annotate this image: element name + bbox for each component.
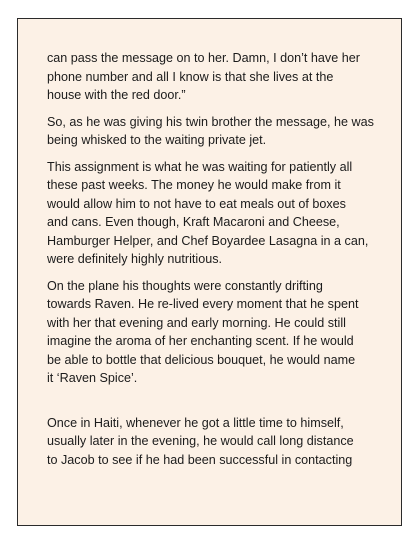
- text-line: being whisked to the waiting private jet.: [47, 133, 267, 147]
- text-line: On the plane his thoughts were constantly drifting: [47, 278, 323, 293]
- text-line: This assignment is what he was waiting for patiently all: [47, 159, 353, 174]
- text-line: Once in Haiti, whenever he got a little time to himself,: [47, 415, 344, 430]
- text-line: these past weeks. The money he would make from it: [47, 178, 341, 192]
- paragraph-3: [47, 158, 382, 269]
- text-line: So, as he was giving his twin brother the message, he was: [47, 114, 374, 129]
- text-line: and cans. Even though, Kraft Macaroni and Cheese,: [47, 215, 340, 229]
- text-line: were definitely highly nutritious.: [47, 252, 223, 266]
- text-line: phone number and all I know is that she lives at the: [47, 69, 334, 84]
- text-line: Hamburger Helper, and Chef Boyardee Lasagna in a can,: [47, 233, 369, 248]
- text-line: usually later in the evening, he would call long distance: [47, 434, 354, 448]
- text-line: be able to bottle that delicious bouquet, he would name: [47, 352, 356, 367]
- text-line: it ‘Raven Spice’.: [47, 371, 138, 385]
- text-line: would allow him to not have to eat meals out of boxes: [47, 196, 346, 211]
- paragraph-5: [47, 414, 382, 470]
- text-line: imagine the aroma of her enchanting scent. If he would: [47, 334, 354, 348]
- paragraph-1: [47, 49, 382, 105]
- paragraph-4: [47, 277, 382, 388]
- document-body: [47, 49, 382, 477]
- text-line: to Jacob to see if he had been successful in contacting: [47, 452, 353, 467]
- paragraph-2: [47, 113, 382, 150]
- text-line: towards Raven. He re-lived every moment that he spent: [47, 297, 359, 311]
- text-line: house with the red door.”: [47, 88, 186, 102]
- text-line: with her that evening and early morning. He could still: [47, 315, 346, 330]
- text-line: can pass the message on to her. Damn, I don’t have her: [47, 51, 360, 65]
